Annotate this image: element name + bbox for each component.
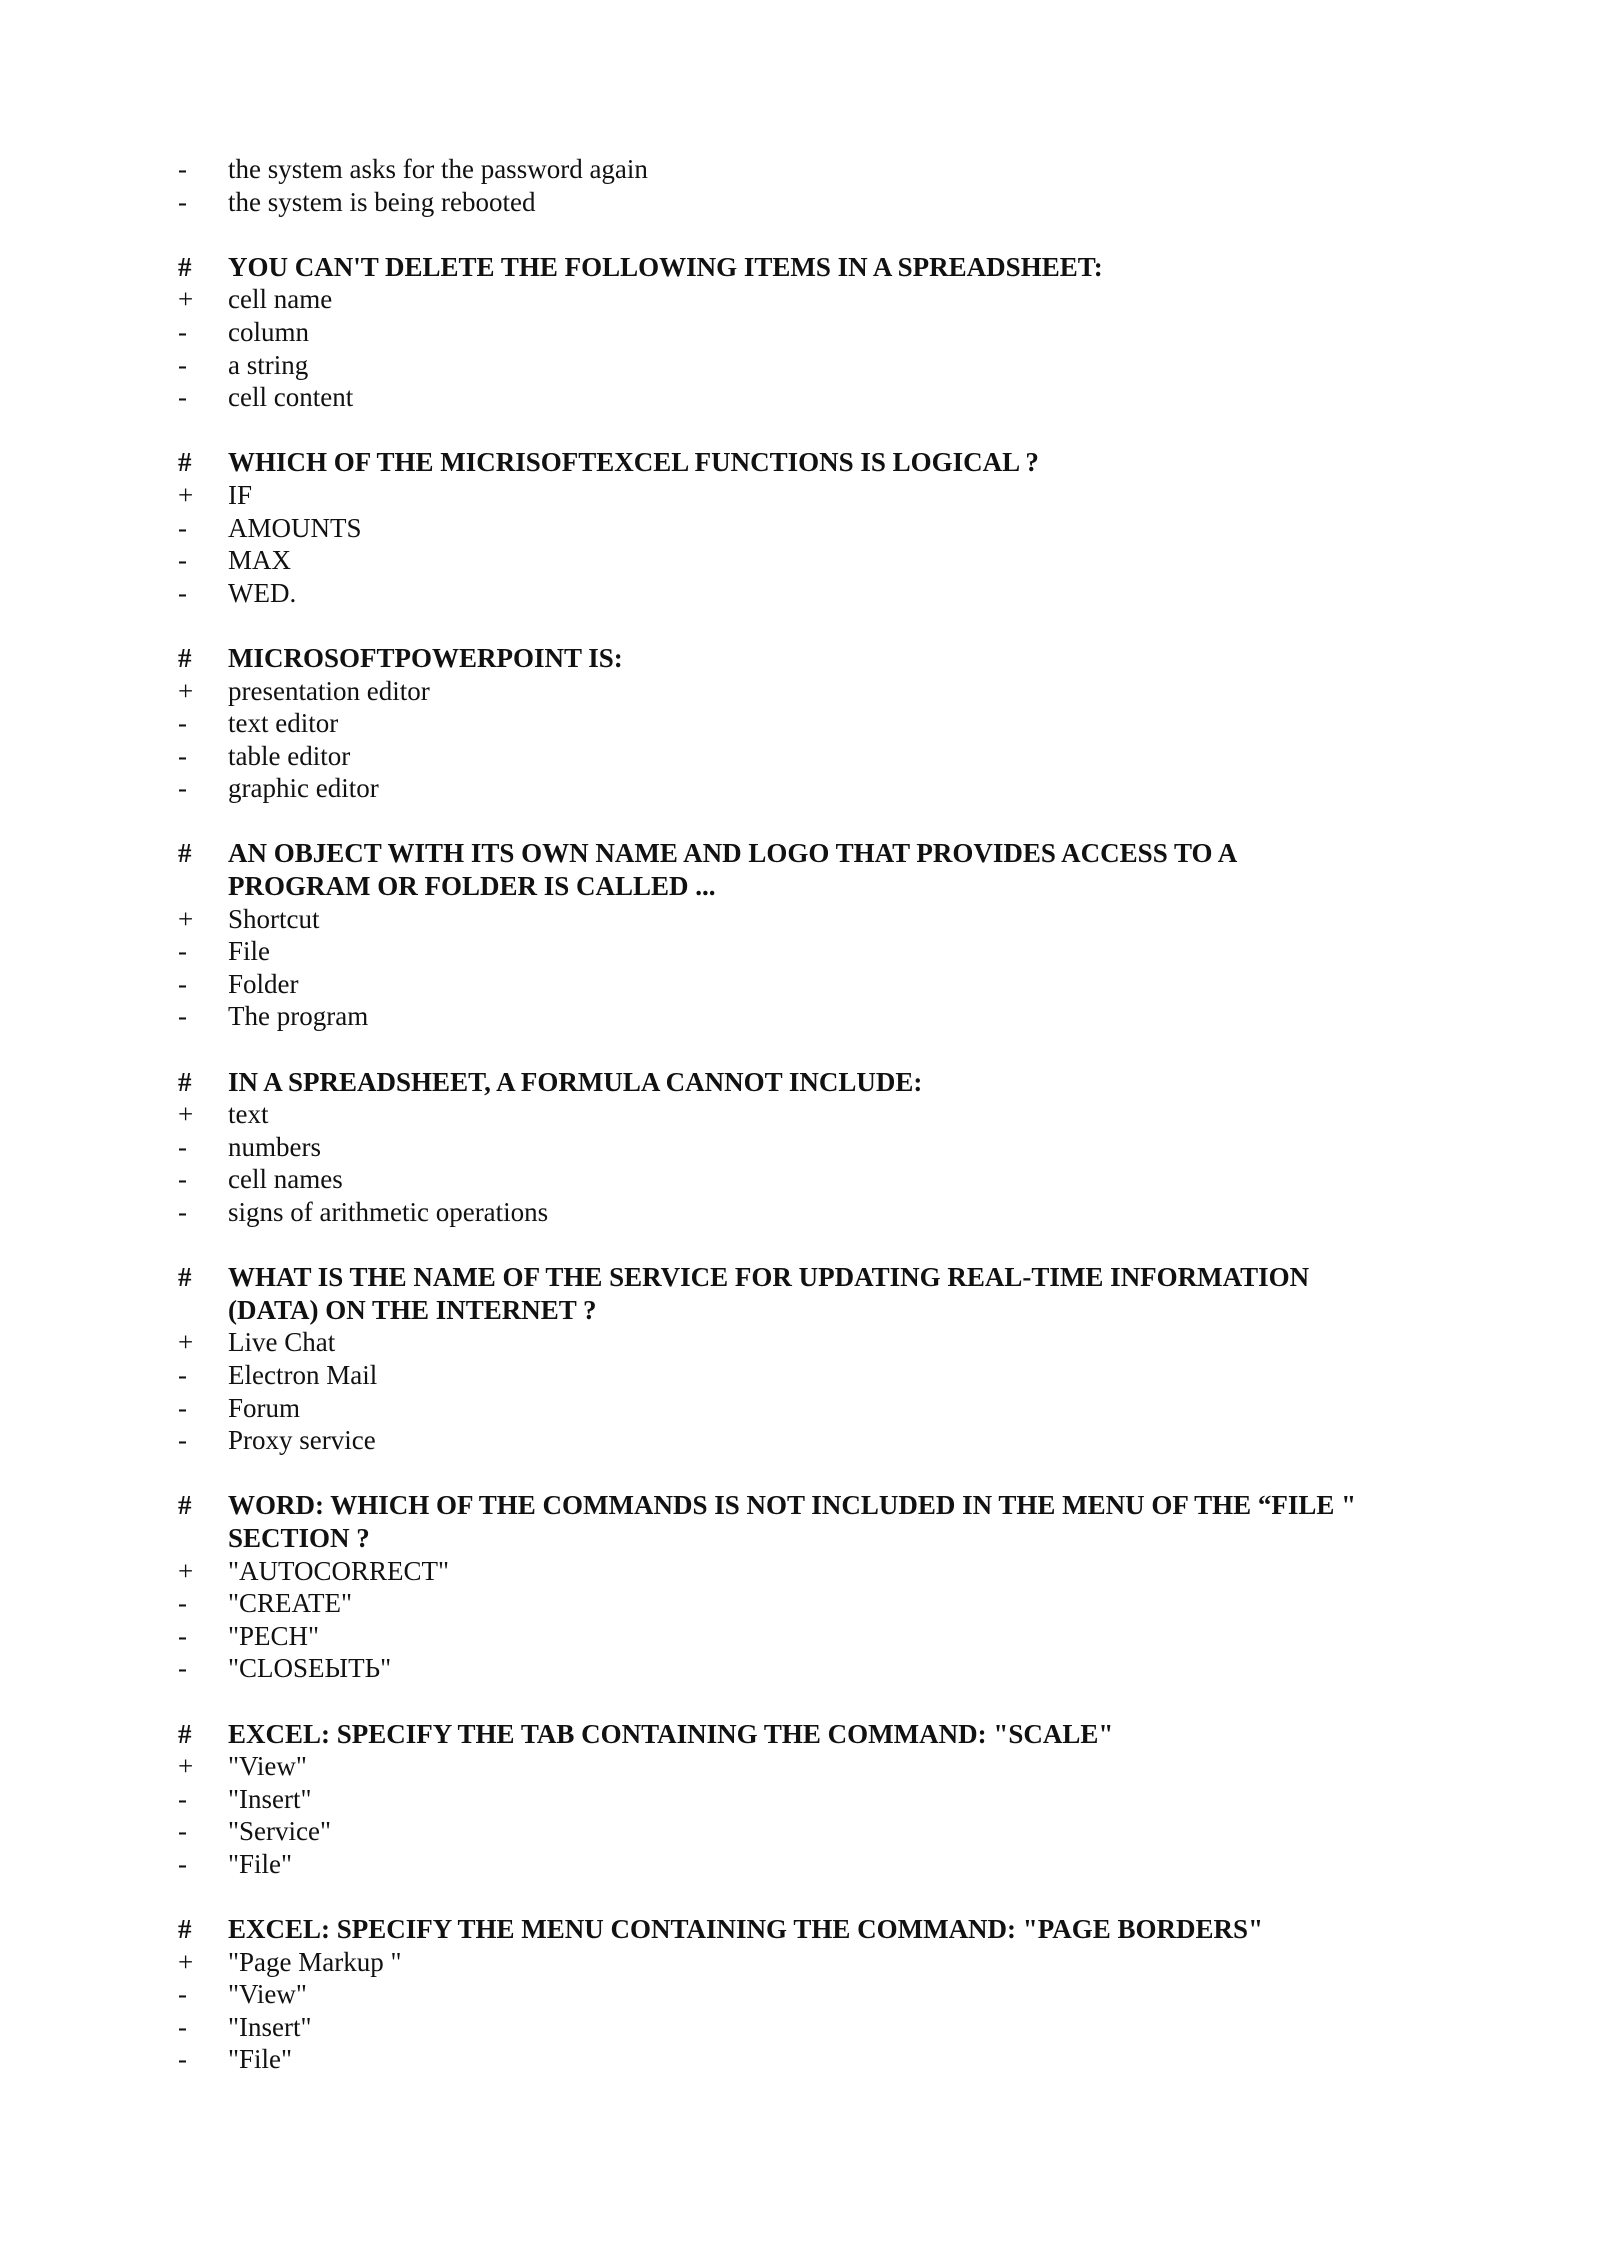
option-text: "CREATE" <box>228 1588 353 1619</box>
answer-option <box>178 1098 1438 1131</box>
answer-option <box>178 1652 1438 1685</box>
option-text: text <box>228 1099 269 1130</box>
option-marker: - <box>178 154 187 184</box>
spacer <box>178 1229 1438 1262</box>
option-marker: - <box>178 936 187 967</box>
option-text: cell content <box>228 382 354 413</box>
option-marker: - <box>178 512 187 543</box>
option-marker: - <box>178 1653 187 1684</box>
option-text: "File" <box>228 1848 293 1879</box>
answer-option <box>178 1783 1438 1816</box>
answer-option <box>178 544 1438 577</box>
answer-option <box>178 2011 1438 2044</box>
question-marker: # <box>178 1262 192 1293</box>
question-text: EXCEL: SPECIFY THE TAB CONTAINING THE COMMAND: "SCALE" <box>228 1718 1114 1749</box>
option-marker: - <box>178 1620 187 1651</box>
answer-option <box>178 903 1438 936</box>
option-text: text editor <box>228 708 339 739</box>
option-text: Shortcut <box>228 903 320 934</box>
option-text: "File" <box>228 2044 293 2075</box>
option-text: IF <box>228 479 253 510</box>
answer-option <box>178 316 1438 349</box>
answer-option <box>178 512 1438 545</box>
option-marker: - <box>178 2011 187 2042</box>
question-line <box>178 446 1438 479</box>
spacer <box>178 1685 1438 1718</box>
option-marker: - <box>178 316 187 347</box>
option-text: graphic editor <box>228 773 379 804</box>
question-text: WHICH OF THE MICRISOFTEXCEL FUNCTIONS IS LOGICAL ? <box>228 447 1039 478</box>
answer-option <box>178 349 1438 382</box>
answer-option <box>178 1587 1438 1620</box>
answer-option <box>178 381 1438 414</box>
question-block <box>178 1066 1438 1229</box>
spacer <box>178 218 1438 251</box>
spacer <box>178 609 1438 642</box>
question-line <box>178 1522 1438 1555</box>
option-marker: + <box>178 1555 194 1586</box>
question-line <box>178 1261 1438 1294</box>
option-marker: - <box>178 2044 187 2075</box>
option-marker: - <box>178 773 187 804</box>
option-text: signs of arithmetic operations <box>228 1197 549 1227</box>
option-text: AMOUNTS <box>228 512 362 543</box>
option-text: "View" <box>228 1751 307 1782</box>
option-text: "View" <box>228 1979 307 2010</box>
option-text: "Page Markup " <box>228 1946 402 1977</box>
option-marker: - <box>178 740 187 771</box>
question-text: IN A SPREADSHEET, A FORMULA CANNOT INCLUDE: <box>228 1066 923 1097</box>
option-marker: + <box>178 1327 194 1358</box>
question-text: MICROSOFTPOWERPOINT IS: <box>228 642 623 673</box>
answer-option <box>178 935 1438 968</box>
option-text: WED. <box>228 577 297 608</box>
option-marker: - <box>178 1131 187 1162</box>
spacer <box>178 414 1438 447</box>
option-marker: - <box>178 382 187 413</box>
answer-option <box>178 1750 1438 1783</box>
answer-option <box>178 1848 1438 1881</box>
option-marker: + <box>178 1946 194 1977</box>
option-marker: - <box>178 186 187 217</box>
answer-option <box>178 2043 1438 2076</box>
spacer <box>178 1033 1438 1066</box>
leading-options <box>178 153 1438 218</box>
option-text: "Insert" <box>228 1783 312 1814</box>
question-line <box>178 1913 1438 1946</box>
option-text: "CLOSEЫТЬ" <box>228 1653 392 1684</box>
question-marker: # <box>178 1066 192 1097</box>
question-block <box>178 1718 1438 1881</box>
answer-option <box>178 675 1438 708</box>
option-marker: + <box>178 675 194 706</box>
spacer <box>178 1880 1438 1913</box>
question-marker: # <box>178 838 192 869</box>
answer-option <box>178 1978 1438 2011</box>
option-text: cell name <box>228 284 333 315</box>
option-text: "Insert" <box>228 2011 312 2042</box>
option-marker: + <box>178 1751 194 1782</box>
question-line <box>178 837 1438 870</box>
option-text: "PECH" <box>228 1620 320 1651</box>
question-text: PROGRAM OR FOLDER IS CALLED ... <box>228 871 716 902</box>
question-marker: # <box>178 642 192 673</box>
question-marker: # <box>178 447 192 478</box>
option-marker: - <box>178 545 187 576</box>
option-text: Electron Mail <box>228 1359 378 1390</box>
question-text: YOU CAN'T DELETE THE FOLLOWING ITEMS IN A SPREADSHEET: <box>228 251 1103 282</box>
option-marker: - <box>178 1979 187 2010</box>
answer-option <box>178 1163 1438 1196</box>
question-line <box>178 251 1438 284</box>
option-text: The program <box>228 1001 369 1032</box>
answer-option <box>178 968 1438 1001</box>
option-marker: - <box>178 1001 187 1032</box>
option-text: "AUTOCORRECT" <box>228 1555 450 1586</box>
question-block <box>178 642 1438 805</box>
answer-option <box>178 1424 1438 1457</box>
option-text: File <box>228 936 271 967</box>
question-line <box>178 1718 1438 1751</box>
option-text: Proxy service <box>228 1425 376 1456</box>
option-marker: + <box>178 479 194 510</box>
option-text: MAX <box>228 545 292 576</box>
answer-option <box>178 772 1438 805</box>
option-text: "Service" <box>228 1816 332 1847</box>
question-text: SECTION ? <box>228 1522 370 1553</box>
answer-option <box>178 1620 1438 1653</box>
answer-option <box>178 1326 1438 1359</box>
option-text: Live Chat <box>228 1327 336 1358</box>
question-block <box>178 1489 1438 1685</box>
question-marker: # <box>178 1490 192 1521</box>
option-text: presentation editor <box>228 675 430 706</box>
answer-option <box>178 1946 1438 1979</box>
option-marker: - <box>178 349 187 380</box>
option-marker: - <box>178 1359 187 1390</box>
spacer <box>178 1457 1438 1490</box>
option-marker: - <box>178 577 187 608</box>
quiz-content <box>178 153 1438 2076</box>
question-line <box>178 870 1438 903</box>
answer-option <box>178 153 1438 186</box>
answer-option <box>178 577 1438 610</box>
option-marker: - <box>178 1848 187 1879</box>
option-text: the system is being rebooted <box>228 186 536 217</box>
option-text: table editor <box>228 740 351 771</box>
option-marker: + <box>178 903 194 934</box>
answer-option <box>178 740 1438 773</box>
question-text: WORD: WHICH OF THE COMMANDS IS NOT INCLUDED IN THE MENU OF THE “FILE " <box>228 1490 1357 1521</box>
option-marker: - <box>178 1392 187 1423</box>
spacer <box>178 805 1438 838</box>
option-marker: - <box>178 708 187 739</box>
option-marker: - <box>178 1164 187 1195</box>
option-text: numbers <box>228 1131 321 1162</box>
option-text: a string <box>228 349 309 380</box>
option-marker: - <box>178 1816 187 1847</box>
answer-option <box>178 186 1438 219</box>
answer-option <box>178 1555 1438 1588</box>
answer-option <box>178 1359 1438 1392</box>
question-line <box>178 1066 1438 1099</box>
question-text: EXCEL: SPECIFY THE MENU CONTAINING THE COMMAND: "PAGE BORDERS" <box>228 1914 1264 1945</box>
option-text: column <box>228 316 309 347</box>
option-text: the system asks for the password again <box>228 154 648 184</box>
question-line <box>178 642 1438 675</box>
answer-option <box>178 1131 1438 1164</box>
option-marker: - <box>178 1197 187 1227</box>
question-line <box>178 1489 1438 1522</box>
question-marker: # <box>178 251 192 282</box>
option-marker: - <box>178 968 187 999</box>
answer-option <box>178 1000 1438 1033</box>
question-block <box>178 1913 1438 2076</box>
answer-option <box>178 479 1438 512</box>
answer-option <box>178 707 1438 740</box>
option-marker: - <box>178 1588 187 1619</box>
option-text: Forum <box>228 1392 301 1423</box>
option-marker: - <box>178 1783 187 1814</box>
question-block <box>178 446 1438 609</box>
question-line <box>178 1294 1438 1327</box>
answer-option <box>178 1196 1438 1229</box>
option-marker: + <box>178 1099 194 1130</box>
option-marker: + <box>178 284 194 315</box>
question-block <box>178 1261 1438 1457</box>
option-text: cell names <box>228 1164 343 1195</box>
question-block <box>178 837 1438 1033</box>
question-text: (DATA) ON THE INTERNET ? <box>228 1294 597 1325</box>
question-marker: # <box>178 1914 192 1945</box>
question-marker: # <box>178 1718 192 1749</box>
answer-option <box>178 1392 1438 1425</box>
question-block <box>178 251 1438 414</box>
option-marker: - <box>178 1425 187 1456</box>
option-text: Folder <box>228 968 299 999</box>
question-text: AN OBJECT WITH ITS OWN NAME AND LOGO THAT PROVIDES ACCESS TO A <box>228 838 1238 869</box>
answer-option <box>178 1815 1438 1848</box>
answer-option <box>178 283 1438 316</box>
question-text: WHAT IS THE NAME OF THE SERVICE FOR UPDATING REAL-TIME INFORMATION <box>228 1262 1310 1293</box>
